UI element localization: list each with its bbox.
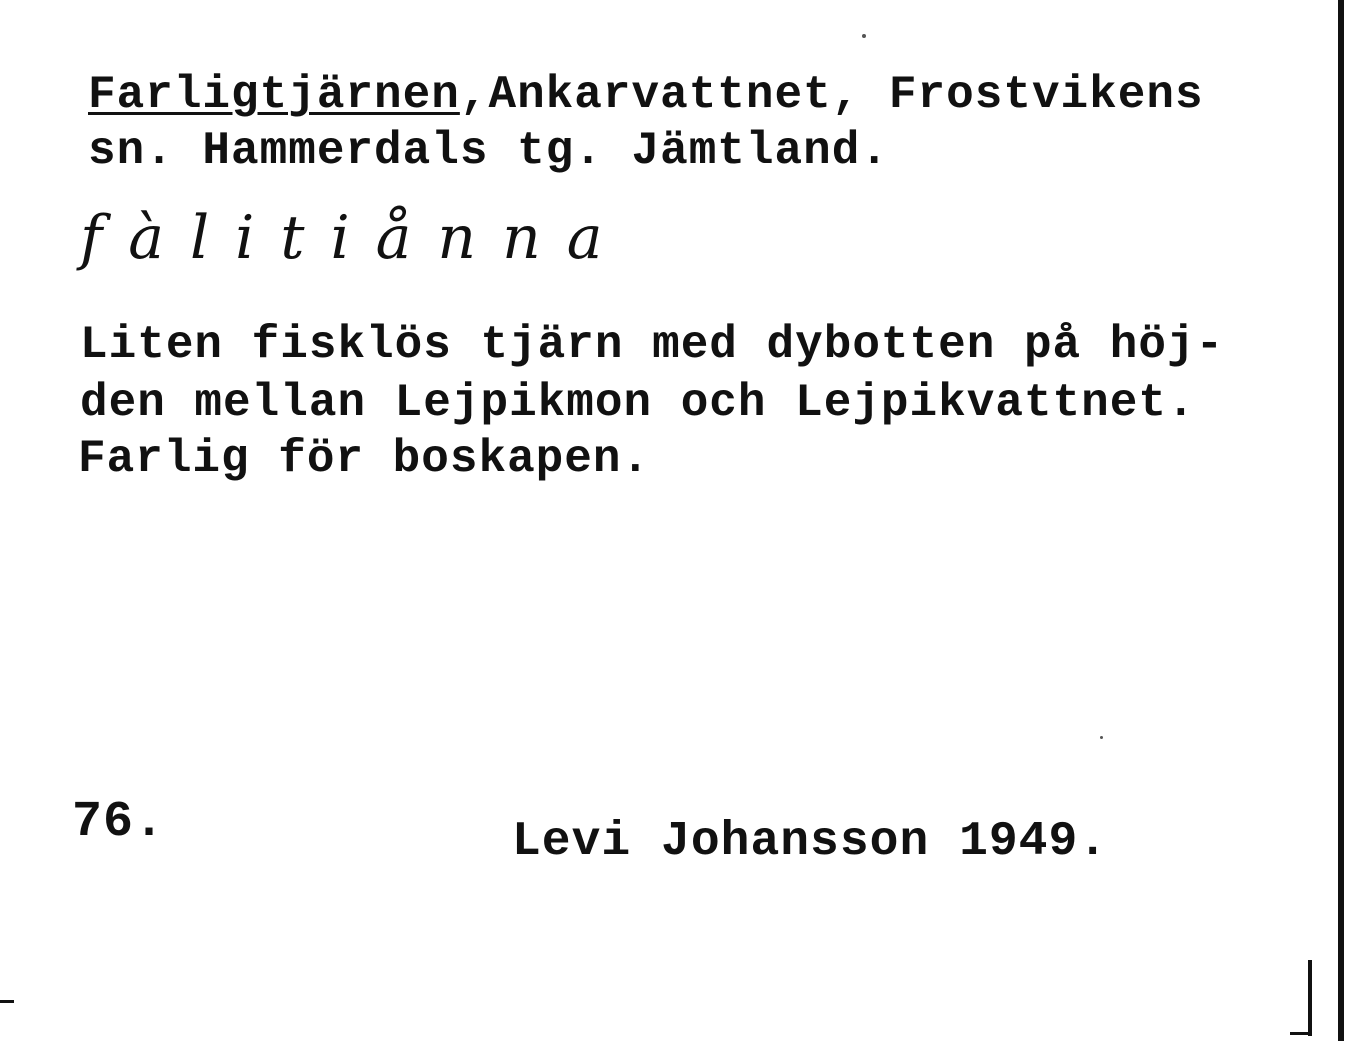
description-line-2: den mellan Lejpikmon och Lejpikvattnet. [80, 377, 1196, 429]
heading-line-1 [88, 69, 1204, 121]
recorder-signature: Levi Johansson 1949. [512, 815, 1109, 869]
speck [1100, 736, 1103, 739]
speck [862, 34, 866, 38]
description-line-1: Liten fisklös tjärn med dybotten på höj- [80, 319, 1225, 371]
card-corner-mark [1290, 1032, 1312, 1035]
description-line-3: Farlig för boskapen. [78, 433, 651, 485]
card-number: 76. [72, 794, 166, 851]
place-name: Farligtjärnen [88, 69, 460, 121]
left-margin-mark [0, 1000, 14, 1003]
card-inner-edge [1308, 960, 1312, 1036]
card-right-edge [1338, 0, 1344, 1041]
location-text: ,Ankarvattnet, Frostvikens [459, 69, 1204, 121]
heading-line-2: sn. Hammerdals tg. Jämtland. [88, 125, 889, 177]
phonetic-transcription: fàlitiånna [80, 203, 629, 273]
